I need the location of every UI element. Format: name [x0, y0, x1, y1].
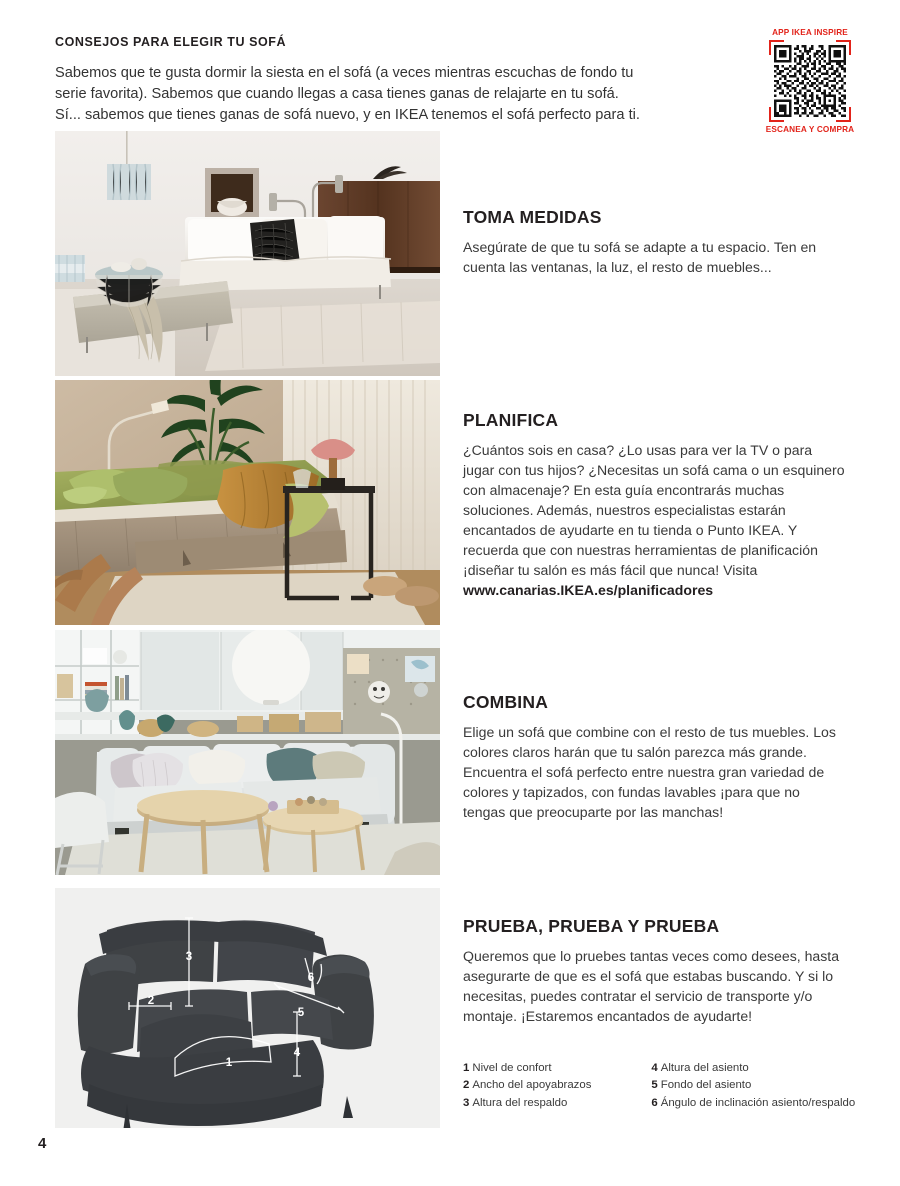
legend-item	[651, 1095, 855, 1112]
qr-caption-bottom: ESCANEA Y COMPRA	[765, 125, 855, 135]
section-heading: COMBINA	[463, 692, 549, 712]
qr-badge[interactable]	[757, 28, 863, 134]
section-planifica	[55, 380, 845, 625]
intro-paragraph	[55, 63, 665, 126]
qr-corner-bracket-icon	[769, 107, 784, 122]
copy-toma-medidas	[463, 207, 845, 277]
section-body: Asegúrate de que tu sofá se adapte a tu espacio. Ten en cuenta las ventanas, la luz, el resto de muebles...	[463, 239, 817, 275]
diagram-marker-4: 4	[293, 1047, 301, 1059]
photo-combina	[55, 630, 440, 875]
intro-line-3: Sí... sabemos que tienes ganas de sofá nuevo, y en IKEA tenemos el sofá perfecto para ti.	[55, 107, 640, 124]
page-number: 4	[38, 1135, 47, 1152]
section-prueba	[55, 888, 856, 1128]
legend-number: 3	[463, 1096, 470, 1109]
section-body: Queremos que lo pruebes tantas veces como desees, hasta asegurarte de que es el sofá que estabas buscando. Y si lo necesitas, puedes contratar el servicio de transporte y/o montaje. ¡Estaremos encantados de ayudarte!	[463, 948, 840, 1024]
qr-corner-bracket-icon	[769, 40, 784, 55]
legend-item	[463, 1077, 591, 1094]
section-toma-medidas	[55, 131, 845, 376]
diagram-marker-3: 3	[185, 951, 193, 963]
qr-caption-top: APP IKEA INSPIRE	[772, 28, 848, 37]
photo-toma-medidas	[55, 131, 440, 376]
qr-frame	[769, 40, 851, 122]
section-combina	[55, 630, 845, 875]
legend-item	[651, 1077, 855, 1094]
legend-number: 1	[463, 1062, 470, 1074]
legend-column-right	[651, 1060, 855, 1112]
planificadores-url[interactable]: www.canarias.IKEA.es/planificadores	[463, 582, 714, 598]
legend-item	[651, 1060, 855, 1077]
section-body-text: ¿Cuántos sois en casa? ¿Lo usas para ver la TV o para jugar con tus hijos? ¿Necesitas un sofá cama o un esquinero con almacenaje? En esta guía encontrarás muchas soluciones. Además, nuestros especialistas estarán encantados de ayudarte en tu tienda o Punto IKEA. Y recuerda que con nuestras herramientas de planificación ¡diseñar tu salón es más fácil que nunca! Visita	[463, 442, 845, 578]
legend-number: 6	[651, 1096, 658, 1109]
intro-line-1: Sabemos que te gusta dormir la siesta en el sofá (a veces mientras escuchas de fondo tu	[55, 65, 634, 81]
qr-corner-bracket-icon	[836, 107, 851, 122]
sofa-measurement-diagram	[55, 888, 440, 1128]
diagram-marker-6: 6	[307, 972, 315, 984]
photo-planifica	[55, 380, 440, 625]
qr-corner-bracket-icon	[836, 40, 851, 55]
section-heading: TOMA MEDIDAS	[463, 207, 602, 227]
legend-number: 4	[651, 1062, 658, 1074]
copy-planifica	[463, 410, 845, 600]
legend-label: Ángulo de inclinación asiento/respaldo	[660, 1096, 856, 1109]
section-heading: PLANIFICA	[463, 410, 559, 430]
diagram-marker-2: 2	[147, 995, 155, 1007]
intro-line-2: serie favorita). Sabemos que cuando llegas a casa tienes ganas de relajarte en tu sofá.	[55, 86, 619, 103]
legend-number: 5	[651, 1079, 658, 1092]
diagram-marker-5: 5	[297, 1007, 305, 1019]
legend-label: Altura del respaldo	[472, 1096, 568, 1109]
copy-prueba	[463, 916, 845, 1026]
legend-column-left	[463, 1060, 591, 1112]
page-eyebrow-title: CONSEJOS PARA ELEGIR TU SOFÁ	[55, 35, 287, 49]
section-body: Elige un sofá que combine con el resto de tus muebles. Los colores claros harán que tu salón parezca más grande. Encuentra el sofá perfecto entre nuestra gran variedad de colores y tapizados, con fundas lavables ¡para que no tengas que preocuparte por las manchas!	[463, 724, 836, 820]
legend-number: 2	[463, 1079, 470, 1092]
section-body	[463, 440, 845, 600]
copy-combina	[463, 692, 845, 822]
legend-label: Altura del asiento	[660, 1062, 749, 1074]
legend-label: Ancho del apoyabrazos	[472, 1079, 592, 1092]
legend-item	[463, 1095, 591, 1112]
legend-label: Nivel de confort	[472, 1062, 552, 1074]
measurement-legend	[463, 1060, 855, 1112]
legend-item	[463, 1060, 591, 1077]
diagram-marker-1: 1	[225, 1057, 233, 1069]
legend-label: Fondo del asiento	[660, 1079, 752, 1092]
section-heading: PRUEBA, PRUEBA Y PRUEBA	[463, 916, 720, 936]
